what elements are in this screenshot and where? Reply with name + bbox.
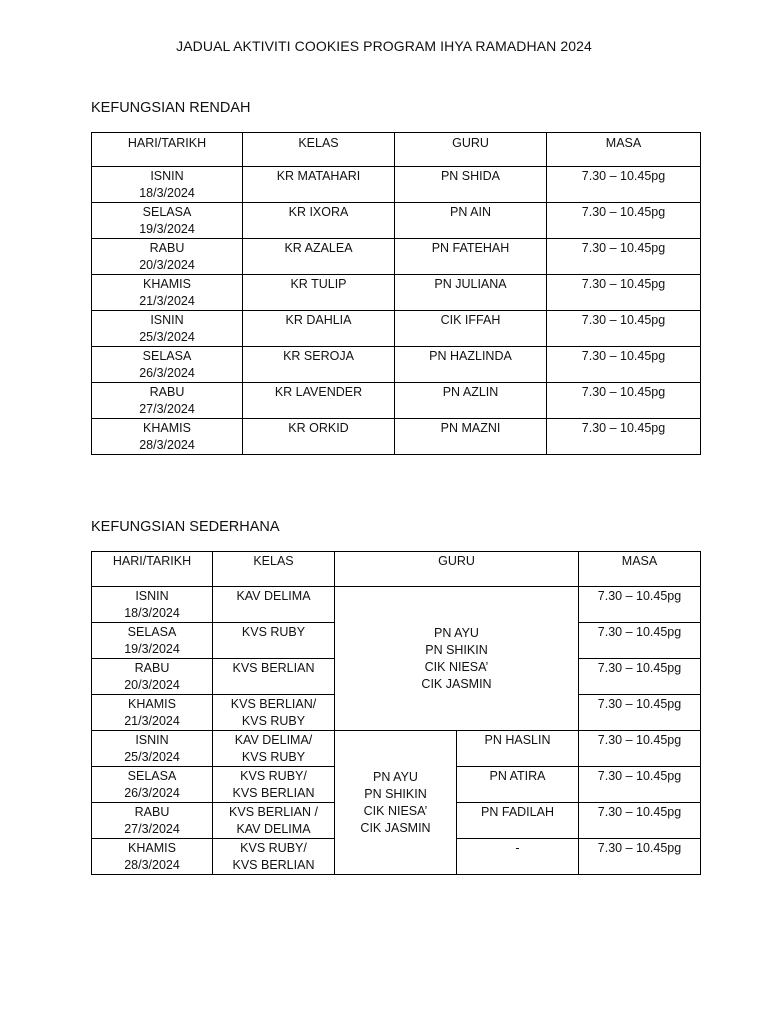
table-kefungsian-sederhana	[91, 551, 701, 875]
table-row	[92, 239, 701, 275]
section-heading-sederhana: KEFUNGSIAN SEDERHANA	[91, 519, 280, 535]
table-row	[92, 383, 701, 419]
guru-name: CIK NIESA’	[424, 660, 489, 674]
hari-tarikh-cell	[92, 311, 243, 347]
kelas-cell: KR MATAHARI	[243, 167, 395, 203]
kelas-cell	[213, 695, 335, 731]
date-text: 20/3/2024	[139, 258, 195, 272]
day-text: RABU	[134, 805, 170, 819]
kelas-cell: KR IXORA	[243, 203, 395, 239]
guru-extra-cell: -	[457, 839, 579, 875]
day-text: SELASA	[142, 205, 192, 219]
table-header-row	[92, 552, 701, 587]
masa-cell: 7.30 – 10.45pg	[579, 803, 701, 839]
guru-name: CIK JASMIN	[360, 821, 431, 835]
day-text: KHAMIS	[128, 697, 176, 711]
table-row	[92, 347, 701, 383]
section-heading-rendah: KEFUNGSIAN RENDAH	[91, 100, 251, 116]
header-cell-kelas: KELAS	[243, 133, 395, 167]
hari-tarikh-cell	[92, 347, 243, 383]
date-text: 26/3/2024	[139, 366, 195, 380]
masa-cell: 7.30 – 10.45pg	[547, 167, 701, 203]
date-text: 28/3/2024	[124, 858, 180, 872]
kelas-text: KVS BERLIAN	[232, 786, 315, 800]
masa-cell: 7.30 – 10.45pg	[547, 203, 701, 239]
day-text: KHAMIS	[143, 277, 191, 291]
header-cell-masa: MASA	[547, 133, 701, 167]
kelas-cell: KR ORKID	[243, 419, 395, 455]
hari-tarikh-cell	[92, 383, 243, 419]
table-row	[92, 311, 701, 347]
kelas-cell: KR AZALEA	[243, 239, 395, 275]
kelas-text: KAV DELIMA	[236, 822, 311, 836]
date-text: 28/3/2024	[139, 438, 195, 452]
kelas-cell: KR LAVENDER	[243, 383, 395, 419]
masa-cell: 7.30 – 10.45pg	[547, 275, 701, 311]
kelas-cell: KR SEROJA	[243, 347, 395, 383]
header-cell-guru: GURU	[395, 133, 547, 167]
hari-tarikh-cell	[92, 839, 213, 875]
guru-name: CIK JASMIN	[421, 677, 492, 691]
guru-cell: PN JULIANA	[395, 275, 547, 311]
header-cell-kelas: KELAS	[213, 552, 335, 587]
table-row	[92, 587, 701, 623]
guru-cell: PN FATEHAH	[395, 239, 547, 275]
date-text: 18/3/2024	[139, 186, 195, 200]
date-text: 26/3/2024	[124, 786, 180, 800]
guru-cell: PN HAZLINDA	[395, 347, 547, 383]
guru-name: PN AYU	[373, 770, 418, 784]
day-text: SELASA	[127, 769, 177, 783]
guru-cell: PN SHIDA	[395, 167, 547, 203]
date-text: 21/3/2024	[139, 294, 195, 308]
date-text: 18/3/2024	[124, 606, 180, 620]
document-title: JADUAL AKTIVITI COOKIES PROGRAM IHYA RAMADHAN 2024	[176, 38, 592, 54]
table-kefungsian-rendah	[91, 132, 701, 455]
masa-cell: 7.30 – 10.45pg	[547, 419, 701, 455]
date-text: 19/3/2024	[139, 222, 195, 236]
hari-tarikh-cell	[92, 623, 213, 659]
hari-tarikh-cell	[92, 587, 213, 623]
masa-cell: 7.30 – 10.45pg	[579, 767, 701, 803]
kelas-text: KVS RUBY/	[240, 841, 307, 855]
kelas-cell	[213, 623, 335, 659]
masa-cell: 7.30 – 10.45pg	[579, 731, 701, 767]
hari-tarikh-cell	[92, 419, 243, 455]
masa-cell: 7.30 – 10.45pg	[579, 623, 701, 659]
masa-cell: 7.30 – 10.45pg	[547, 383, 701, 419]
header-cell-guru: GURU	[335, 552, 579, 587]
hari-tarikh-cell	[92, 275, 243, 311]
guru-extra-cell: PN HASLIN	[457, 731, 579, 767]
date-text: 21/3/2024	[124, 714, 180, 728]
hari-tarikh-cell	[92, 167, 243, 203]
table-row	[92, 731, 701, 767]
kelas-text: KVS BERLIAN /	[229, 805, 318, 819]
day-text: KHAMIS	[128, 841, 176, 855]
day-text: SELASA	[142, 349, 192, 363]
guru-extra-cell: PN FADILAH	[457, 803, 579, 839]
guru-group-cell-2	[335, 731, 457, 875]
masa-cell: 7.30 – 10.45pg	[579, 587, 701, 623]
day-text: ISNIN	[150, 169, 184, 183]
guru-name: PN AYU	[434, 626, 479, 640]
guru-group-cell-1	[335, 587, 579, 731]
hari-tarikh-cell	[92, 203, 243, 239]
table-header-row	[92, 133, 701, 167]
kelas-text: KAV DELIMA/	[234, 733, 313, 747]
day-text: ISNIN	[150, 313, 184, 327]
hari-tarikh-cell	[92, 767, 213, 803]
kelas-text: KAV DELIMA	[236, 589, 311, 603]
date-text: 25/3/2024	[124, 750, 180, 764]
day-text: KHAMIS	[143, 421, 191, 435]
table-row	[92, 167, 701, 203]
date-text: 19/3/2024	[124, 642, 180, 656]
kelas-cell	[213, 659, 335, 695]
hari-tarikh-cell	[92, 803, 213, 839]
masa-cell: 7.30 – 10.45pg	[547, 347, 701, 383]
hari-tarikh-cell	[92, 659, 213, 695]
header-cell-masa: MASA	[579, 552, 701, 587]
kelas-text: KVS BERLIAN/	[230, 697, 317, 711]
kelas-text: KVS RUBY	[241, 750, 306, 764]
masa-cell: 7.30 – 10.45pg	[579, 695, 701, 731]
hari-tarikh-cell	[92, 239, 243, 275]
masa-cell: 7.30 – 10.45pg	[579, 839, 701, 875]
guru-name: PN SHIKIN	[364, 787, 427, 801]
day-text: ISNIN	[135, 589, 169, 603]
guru-cell: CIK IFFAH	[395, 311, 547, 347]
day-text: RABU	[149, 385, 185, 399]
kelas-cell: KR TULIP	[243, 275, 395, 311]
header-cell-hari-tarikh: HARI/TARIKH	[92, 552, 213, 587]
kelas-cell: KR DAHLIA	[243, 311, 395, 347]
guru-cell: PN AZLIN	[395, 383, 547, 419]
masa-cell: 7.30 – 10.45pg	[547, 311, 701, 347]
kelas-text: KVS RUBY	[241, 714, 306, 728]
kelas-text: KVS BERLIAN	[232, 858, 315, 872]
guru-name: CIK NIESA’	[363, 804, 428, 818]
date-text: 27/3/2024	[124, 822, 180, 836]
date-text: 20/3/2024	[124, 678, 180, 692]
kelas-text: KVS BERLIAN	[232, 661, 315, 675]
kelas-cell	[213, 839, 335, 875]
kelas-text: KVS RUBY	[241, 625, 306, 639]
day-text: RABU	[134, 661, 170, 675]
header-cell-hari-tarikh: HARI/TARIKH	[92, 133, 243, 167]
date-text: 27/3/2024	[139, 402, 195, 416]
hari-tarikh-cell	[92, 731, 213, 767]
guru-cell: PN MAZNI	[395, 419, 547, 455]
hari-tarikh-cell	[92, 695, 213, 731]
day-text: RABU	[149, 241, 185, 255]
kelas-cell	[213, 767, 335, 803]
guru-name: PN SHIKIN	[425, 643, 488, 657]
kelas-cell	[213, 731, 335, 767]
kelas-text: KVS RUBY/	[240, 769, 307, 783]
guru-extra-cell: PN ATIRA	[457, 767, 579, 803]
kelas-cell	[213, 587, 335, 623]
masa-cell: 7.30 – 10.45pg	[547, 239, 701, 275]
date-text: 25/3/2024	[139, 330, 195, 344]
day-text: ISNIN	[135, 733, 169, 747]
guru-cell: PN AIN	[395, 203, 547, 239]
masa-cell: 7.30 – 10.45pg	[579, 659, 701, 695]
table-row	[92, 419, 701, 455]
kelas-cell	[213, 803, 335, 839]
table-row	[92, 275, 701, 311]
table-row	[92, 203, 701, 239]
day-text: SELASA	[127, 625, 177, 639]
